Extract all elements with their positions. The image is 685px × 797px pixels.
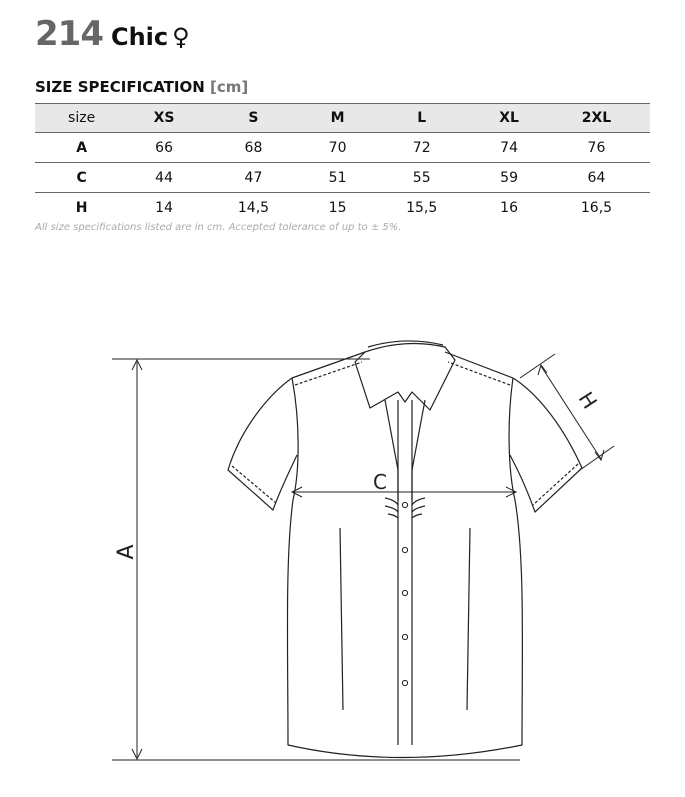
shirt-button xyxy=(402,590,407,595)
shirt-button xyxy=(402,634,407,639)
table-cell: 15,5 xyxy=(406,199,438,216)
table-cell: 64 xyxy=(587,169,606,186)
table-cell: 72 xyxy=(412,139,431,156)
right-sleeve xyxy=(510,378,582,512)
model-name: Chic xyxy=(110,23,169,51)
table-cell: 14,5 xyxy=(237,199,270,216)
left-sleeve xyxy=(228,378,297,510)
col-header: S xyxy=(248,110,259,126)
table-cell: 55 xyxy=(412,169,431,186)
table-cell: 70 xyxy=(328,139,347,156)
table-cell: 74 xyxy=(500,139,518,156)
table-cell: 15 xyxy=(328,199,347,216)
col-header: 2XL xyxy=(581,110,612,126)
label-c: C xyxy=(373,470,387,494)
table-cell: 76 xyxy=(587,139,606,156)
row-label: A xyxy=(76,139,88,156)
label-a: A xyxy=(114,544,139,560)
shirt-button xyxy=(402,547,407,552)
shirt-button xyxy=(402,680,407,685)
col-header: XS xyxy=(153,110,175,126)
spec-unit: [cm] xyxy=(210,78,249,96)
female-icon: ♀ xyxy=(172,23,190,51)
table-cell: 66 xyxy=(155,139,173,156)
label-h: H xyxy=(573,387,603,414)
table-cell: 16,5 xyxy=(580,199,613,216)
model-number: 214 xyxy=(35,14,103,54)
row-label: C xyxy=(76,169,87,186)
table-cell: 68 xyxy=(244,139,263,156)
collar xyxy=(355,343,455,410)
tolerance-note: All size specifications listed are in cm. Accepted tolerance of up to ± 5%. xyxy=(35,222,402,233)
shirt-button xyxy=(402,502,407,507)
table-cell: 47 xyxy=(244,169,263,186)
table-cell: 44 xyxy=(155,169,173,186)
table-cell: 14 xyxy=(155,199,173,216)
col-header: XL xyxy=(499,110,519,126)
col-header: L xyxy=(417,110,427,126)
row-label: H xyxy=(75,199,88,216)
table-cell: 59 xyxy=(500,169,518,186)
col-header: size xyxy=(68,110,96,126)
placket xyxy=(398,400,412,745)
col-header: M xyxy=(330,110,345,126)
spec-title: SIZE SPECIFICATION xyxy=(35,78,205,96)
table-cell: 16 xyxy=(500,199,518,216)
shirt-body-outline xyxy=(287,378,522,758)
table-cell: 51 xyxy=(328,169,347,186)
